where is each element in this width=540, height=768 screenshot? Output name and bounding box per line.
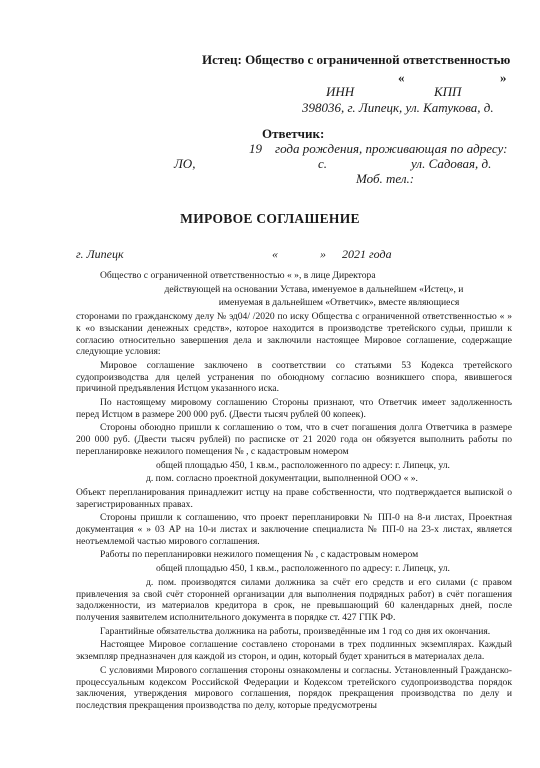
paragraph-warranty: Гарантийные обязательства должника на работы, произведённые им 1 год со дня их окончания.	[100, 625, 491, 637]
date-quote-open: «	[272, 247, 278, 261]
date-quote-close: »	[320, 247, 326, 261]
paragraph-works: Работы по перепланировки нежилого помещения № , с кадастровым номером	[100, 549, 419, 561]
plaintiff-quote-open: «	[398, 70, 405, 85]
plaintiff-inn: ИНН	[326, 84, 355, 99]
defendant-phone: Моб. тел.:	[356, 171, 415, 186]
plaintiff-quote-close: »	[500, 70, 507, 85]
document-year: 2021 года	[342, 247, 392, 261]
paragraph-project: Стороны пришли к соглашению, что проект перепланировки № ПП-0 на 8-и листах, Проектная документация « » 03 АР на 10-и листах и заключение специалиста № ПП-0 на 23-х листах, является неотъемлемой частью мирового соглашения.	[76, 512, 512, 547]
paragraph-ownership: Объект перепланирования принадлежит истцу на праве собственности, что подтверждается выпиской о зарегистрированных правах.	[76, 486, 512, 510]
city: г. Липецк	[76, 247, 124, 261]
paragraph-consent: С условиями Мирового соглашения стороны ознакомлены и согласны. Установленный Гражданско-процессуальным кодексом Российской Федерации и Кодексом третейского судопроизводства порядок заключения, утверждения мирового соглашения, порядок прекращения производства по делу и последствия прекращения производства по делу, которые предусмотрены	[76, 664, 512, 711]
paragraph-works-area: общей площадью 450, 1 кв.м., расположенного по адресу: г. Липецк, ул.	[156, 563, 450, 575]
defendant-settlement: с.	[318, 156, 328, 171]
defendant-birth-text: года рождения, проживающая по адресу:	[275, 141, 508, 156]
agreement-body	[76, 270, 512, 712]
paragraph-works-terms: д. пом. производятся силами должника за счёт его средств и его силами (с правом привлечения за свой счёт сторонней организации для выполнения подрядных работ) в счёт погашения задолженности, из материалов кредитора в срок, не превышающий 60 календарных дней, после получения заявителем исполнительного документа в порядке ст. 427 ГПК РФ.	[76, 576, 512, 623]
defendant-region: ЛО,	[174, 156, 196, 171]
paragraph-repayment: Стороны обоюдно пришли к соглашению о том, что в счет погашения долга Ответчика в размере 200 000 руб. (Двести тысяч рублей) по расписке от 21 2020 года он обязуется выполнить работы по перепланировке нежилого помещения № , с кадастровым номером	[76, 422, 512, 457]
defendant-street: ул. Садовая, д.	[411, 156, 492, 171]
paragraph-intro: Общество с ограниченной ответственностью « », в лице Директора	[100, 270, 376, 281]
paragraph-basis: Мировое соглашение заключено в соответствии со статьями 53 Кодекса третейского судопроизводства для целей устранения по обоюдному согласию возникшего спора, явившегося причиной предъявления Истцом указанного иска.	[76, 359, 512, 395]
paragraph-intro-line3: именуемая в дальнейшем «Ответчик», вместе являющиеся	[218, 297, 460, 309]
paragraph-copies: Настоящее Мировое соглашение составлено сторонами в трех подлинных экземплярах. Каждый экземпляр предназначен для каждой из сторон, и один, который будет храниться в материалах дела.	[76, 639, 512, 663]
defendant-birth: 19	[249, 141, 262, 156]
plaintiff-address: 398036, г. Липецк, ул. Катукова, д.	[302, 100, 494, 115]
paragraph-intro-line2: действующей на основании Устава, именуемое в дальнейшем «Истец», и	[164, 283, 464, 295]
document-title: МИРОВОЕ СОГЛАШЕНИЕ	[180, 211, 360, 226]
paragraph-debt: По настоящему мировому соглашению Стороны признают, что Ответчик имеет задолженность перед Истцом в размере 200 000 руб. (Двести тысяч рублей 00 копеек).	[76, 397, 512, 420]
defendant-label: Ответчик:	[262, 126, 325, 141]
plaintiff-kpp: КПП	[434, 84, 462, 99]
paragraph-case: сторонами по гражданскому делу № эд04/ /2020 по иску Общества с ограниченной ответственностью « » к «о взыскании денежных средств», которое находится в производстве третейского судьи, пришли к согласию относительно завершения дела и заключили настоящее Мировое соглашение, содержащие следующие условия:	[76, 311, 512, 358]
paragraph-repayment-area: общей площадью 450, 1 кв.м., расположенного по адресу: г. Липецк, ул.	[156, 459, 450, 471]
paragraph-repayment-address: д. пом. согласно проектной документации, выполненной ООО « ».	[146, 473, 418, 485]
plaintiff-line: Истец: Общество с ограниченной ответственностью	[202, 52, 511, 67]
